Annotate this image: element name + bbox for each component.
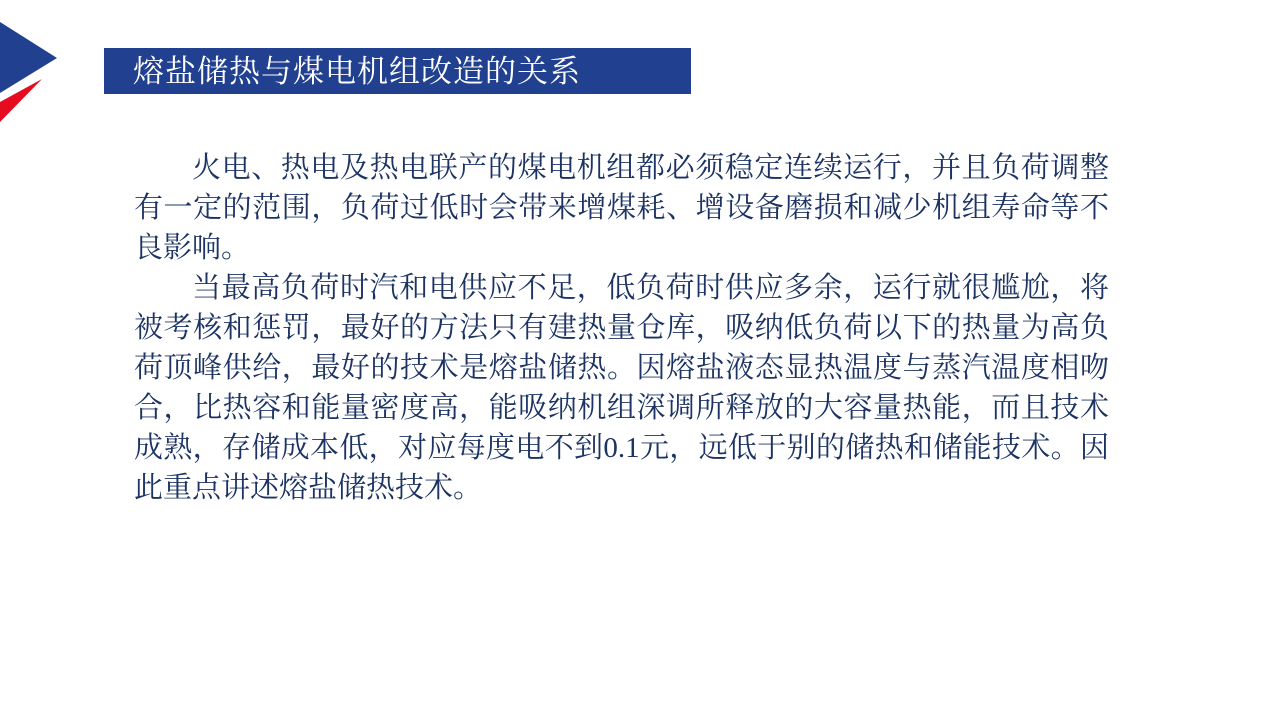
title-bar xyxy=(104,48,691,94)
accent-arrows xyxy=(0,0,70,140)
body-paragraph-1: 火电、热电及热电联产的煤电机组都必须稳定连续运行，并且负荷调整有一定的范围，负荷过低时会带来增煤耗、增设备磨损和减少机组寿命等不良影响。 xyxy=(134,152,1109,264)
body-paragraph-2: 当最高负荷时汽和电供应不足，低负荷时供应多余，运行就很尴尬，将被考核和惩罚，最好的方法只有建热量仓库，吸纳低负荷以下的热量为高负荷顶峰供给，最好的技术是熔盐储热。因熔盐液态显热温度与蒸汽温度相吻合，比热容和能量密度高，能吸纳机组深调所释放的大容量热能，而且技术成熟，存储成本低，对应每度电不到0.1元，远低于别的储热和储能技术。因此重点讲述熔盐储热技术。 xyxy=(134,272,1109,504)
slide-title: 熔盐储热与煤电机组改造的关系 xyxy=(133,53,581,89)
blue-arrow-icon xyxy=(0,22,57,93)
slide-body xyxy=(134,148,1109,508)
